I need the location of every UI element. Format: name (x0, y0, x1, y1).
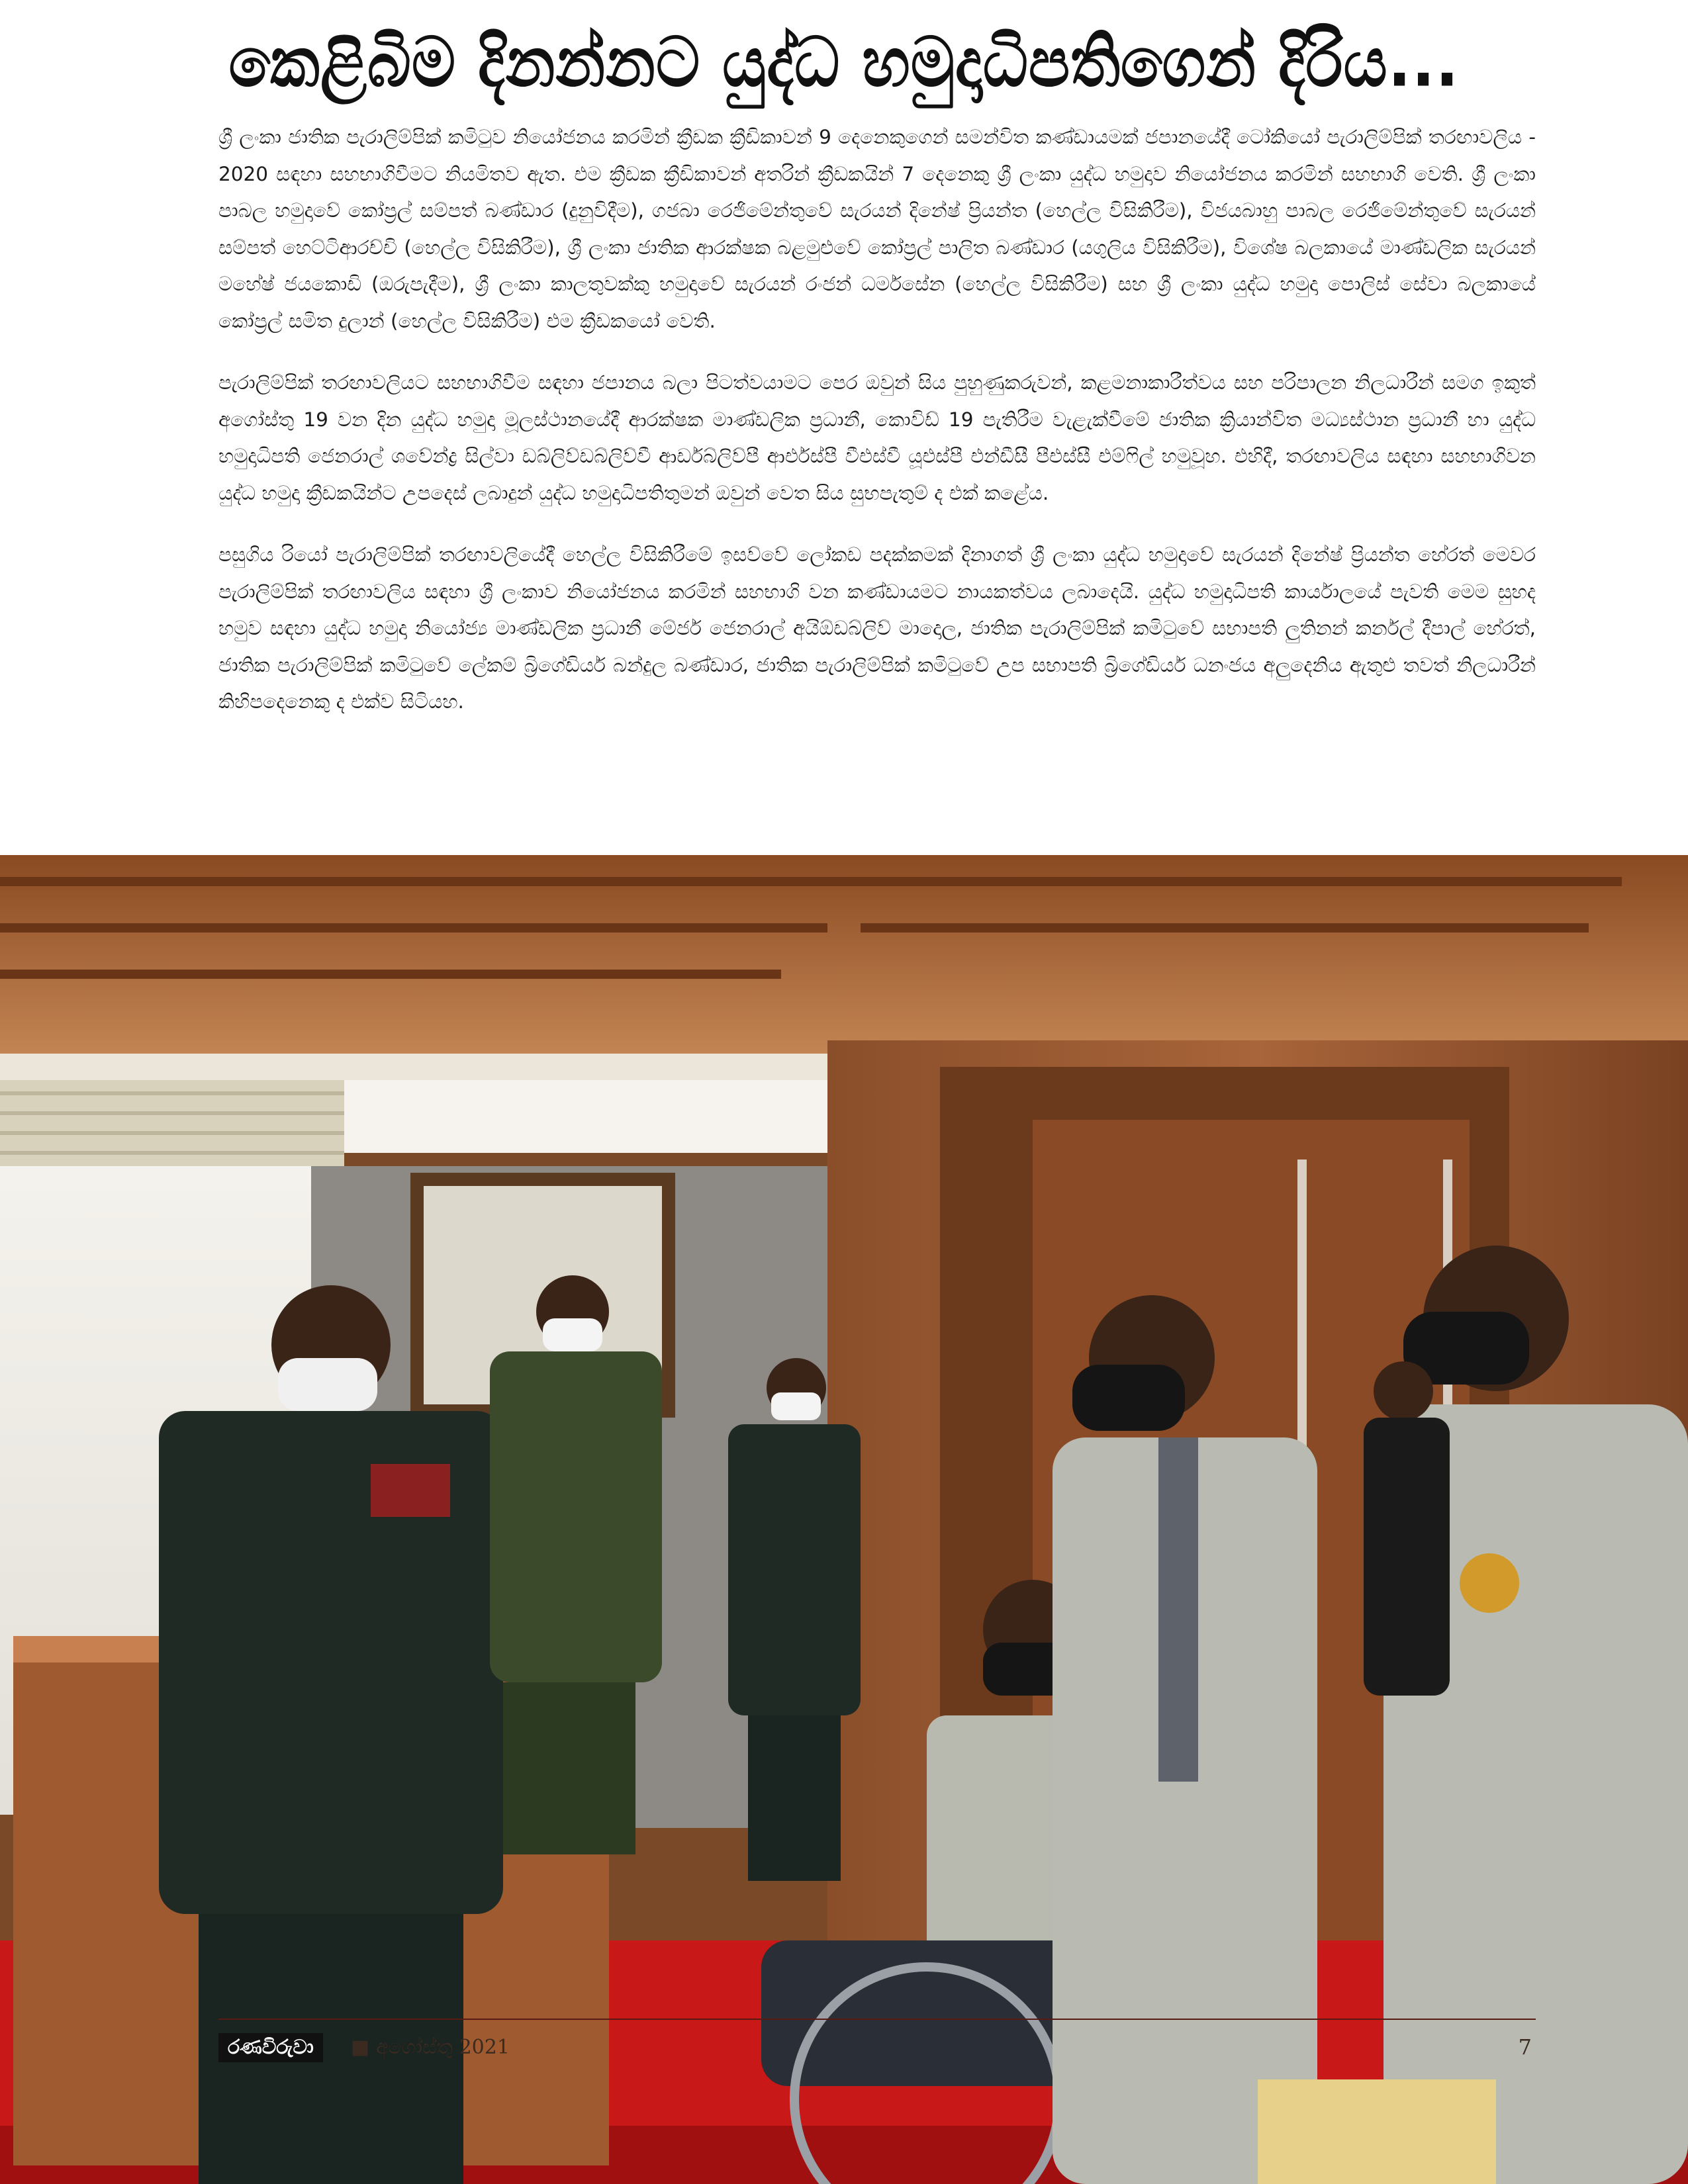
footer-rule (218, 2019, 1536, 2020)
paragraph-1: ශ්‍රී ලංකා ජාතික පැරාලිම්පික් කමිටුව නියෝජනය කරමින් ක්‍රීඩක ක්‍රීඩිකාවන් 9 දෙනෙකුගෙන් සමන්විත කණ්ඩායමක් ජපානයේදී ටෝකියෝ පැරාලිම්පික් තරඟාවලිය - 2020 සඳහා සහභාගිවීමට නියමිතව ඇත. එම ක්‍රීඩක ක්‍රීඩිකාවන් අතරින් ක්‍රීඩකයින් 7 දෙනෙකු ශ්‍රී ලංකා යුද්ධ හමුදාව නියෝජනය කරමින් සහභාගි වෙති. ශ්‍රී ලංකා පාබල හමුදාවේ කෝප්‍රල් සම්පත් බණ්ඩාර (දුනුවිදීම), ගජබා රෙජිමේන්තුවේ සැරයන් දිනේෂ් ප්‍රියන්ත (හෙල්ල විසිකිරීම), විජයබාහු පාබල රෙජිමේන්තුවේ සැරයන් සම්පත් හෙට්ටිආරච්චි (හෙල්ල විසිකිරීම), ශ්‍රී ලංකා ජාතික ආරක්ෂක බළමුළුවේ කෝප්‍රල් පාලිත බණ්ඩාර (යගුලිය විසිකිරීම), විශේෂ බලකායේ මාණ්ඩලික සැරයන් මහේෂ් ජයකොඩි (ඔරුපැදීම), ශ්‍රී ලංකා කාලතුවක්කු හමුදාවේ සැරයන් රංජන් ධර්මසේන (හෙල්ල විසිකිරීම) සහ ශ්‍රී ලංකා යුද්ධ හමුදා පොලිස් සේවා බලකායේ කෝප්‍රල් සමිත දුලාන් (හෙල්ල විසිකිරීම) එම ක්‍රීඩකයෝ වෙති. (218, 126, 1536, 332)
page-footer (218, 2019, 1536, 2065)
paragraph-3: පසුගිය රියෝ පැරාලිම්පික් තරඟාවලියේදී හෙල්ල විසිකිරීමේ ඉසව්වේ ලෝකඩ පදක්කමක් දිනාගත් ශ්‍රී ලංකා යුද්ධ හමුදාවේ සැරයන් දිනේෂ් ප්‍රියන්ත හේරත් මෙවර පැරාලිම්පික් තරඟාවලිය සඳහා ශ්‍රී ලංකාව නියෝජනය කරමින් සහභාගි වන කණ්ඩායමට නායකත්වය ලබාදෙයි. යුද්ධ හමුදාධිපති කාර්යාලයේ පැවති මෙම සුහද හමුව සඳහා යුද්ධ හමුදා නියෝජ්‍ය මාණ්ඩලික ප්‍රධානී මේජර් ජෙනරාල් අයිඕඩබ්ලිව් මාදොල, ජාතික පැරාලිම්පික් කමිටුවේ සභාපති ලුතිනන් කර්නල් දීපාල් හේරත්, ජාතික පැරාලිම්පික් කමිටුවේ ලේකම් බ්‍රිගේඩියර් බන්දුල බණ්ඩාර, ජාතික පැරාලිම්පික් කමිටුවේ උප සභාපති බ්‍රිගේඩියර් ධනංජය අලුදෙනිය ඇතුළු තවත් නිලධාරීන් කිහිපදෙනෙකු ද එක්ව සිටියහ. (218, 543, 1536, 713)
headline: කෙළිබිම දිනන්නට යුද්ධ හමුදාධිපතිගෙන් දිරිය... (228, 22, 1460, 102)
publication-logo: රණවිරුවා (218, 2033, 323, 2062)
event-photo (0, 855, 1688, 2184)
paragraph-2: පැරාලිම්පික් තරඟාවලියට සහභාගිවීම සඳහා ජපානය බලා පිටත්වයාමට පෙර ඔවුන් සිය පුහුණුකරුවන්, කළමනාකාරීත්වය සහ පරිපාලන නිලධාරීන් සමග ඉකුත් අගෝස්තු 19 වන දින යුද්ධ හමුදා මූලස්ථානයේදී ආරක්ෂක මාණ්ඩලික ප්‍රධානී, කොවිඩ් 19 පැතිරීම වැළැක්වීමේ ජාතික ක්‍රියාන්විත මධ්‍යස්ථාන ප්‍රධානී හා යුද්ධ හමුදාධිපති ජෙනරාල් ශවේන්ද්‍ර සිල්වා ඩබ්ලිව්ඩබ්ලිව්වී ආර්ඩබ්ලිව්පී ආර්එස්පී වීඑස්වී යූඑස්පී එන්ඩීසී පීඑස්සී එම්ෆිල් හමුවූහ. එහිදී, තරඟාවලිය සඳහා සහභාගිවන යුද්ධ හමුදා ක්‍රීඩකයින්ට උපදෙස් ලබාදුන් යුද්ධ හමුදාධිපතිතුමන් ඔවුන් වෙත සිය සුභපැතුම් ද එක් කළේය. (218, 371, 1536, 504)
photo-illustration (0, 855, 1688, 2184)
issue-date: ■ අගෝස්තු 2021 (351, 2036, 510, 2059)
page-number: 7 (1518, 2034, 1532, 2060)
article-body (218, 119, 1536, 746)
